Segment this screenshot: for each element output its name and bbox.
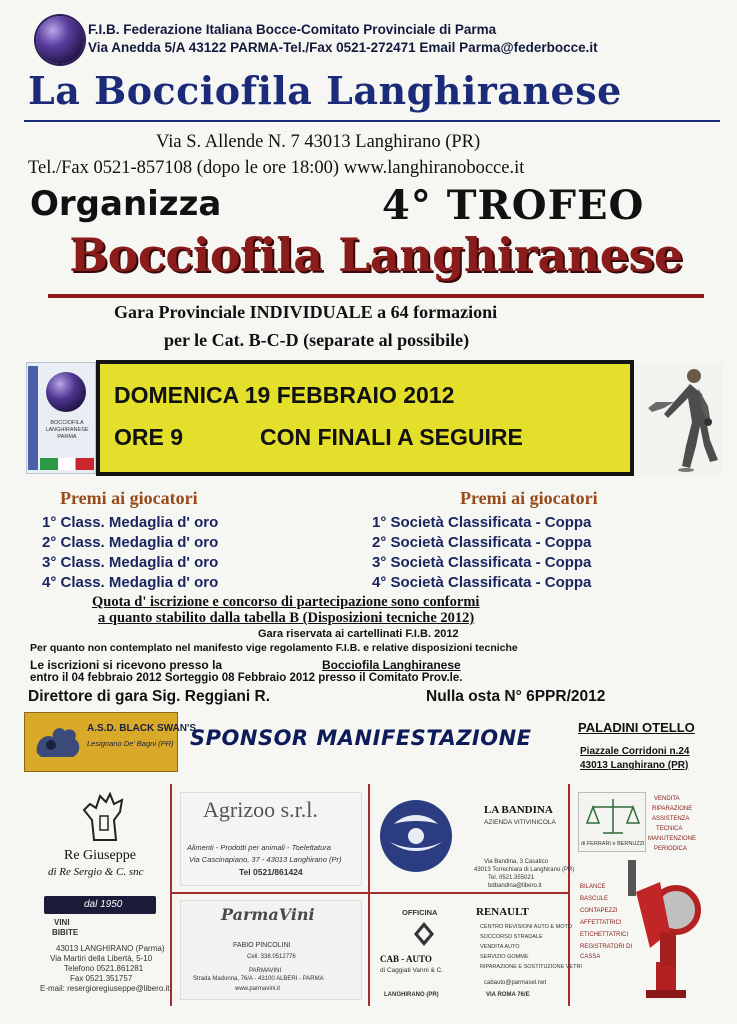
- fib-line-1: F.I.B. Federazione Italiana Bocce-Comitato Provinciale di Parma: [88, 22, 497, 37]
- fib-line-2: Via Anedda 5/A 43122 PARMA-Tel./Fax 0521-272471 Email Parma@federbocce.it: [88, 40, 598, 55]
- paladini-address-1: Piazzale Corridoni n.24: [580, 746, 690, 757]
- agrizoo-tel: Tel 0521/861424: [239, 867, 303, 877]
- agrizoo-address: Via Cascinapiano, 37 - 43013 Langhirano (Pr): [189, 855, 342, 864]
- prize-society-3: 3° Società Classificata - Coppa: [372, 554, 592, 571]
- black-swans-sub: Lesignano De' Bagni (PR): [87, 739, 174, 748]
- ferrari-item-7: CASSA: [580, 954, 601, 960]
- renault-city: LANGHIRANO (PR): [384, 992, 439, 998]
- quota-line-1: Quota d' iscrizione e concorso di partecipazione sono conformi: [92, 594, 480, 610]
- cab-auto-sub: di Caggiati Vanni & C.: [380, 967, 444, 974]
- black-swans-sponsor: [24, 712, 197, 772]
- la-bandina-sub: AZIENDA VITIVINICOLA: [484, 819, 556, 826]
- swan-icon: [31, 723, 85, 763]
- ferrari-service-1: VENDITA: [654, 796, 680, 802]
- officina-label: OFFICINA: [402, 908, 438, 917]
- prize-player-3: 3° Class. Medaglia d' oro: [42, 554, 219, 571]
- paladini-address-2: 43013 Langhirano (PR): [580, 760, 689, 771]
- entro-line: entro il 04 febbraio 2012 Sorteggio 08 Febbraio 2012 presso il Comitato Prov.le.: [30, 672, 463, 684]
- ferrari-bernuzzi-logo: [578, 792, 646, 852]
- re-giuseppe-addr-4: Fax 0521.351757: [70, 974, 133, 983]
- meat-slicer-illustration: [620, 852, 712, 1002]
- club-title: La Bocciofila Langhiranese: [28, 68, 622, 113]
- ferrari-bernuzzi-name: di FERRARI e BERNUZZI: [581, 841, 645, 847]
- ferrari-item-4: AFFETTATRICI: [580, 920, 622, 926]
- ferrari-item-3: CONTAPEZZI: [580, 908, 618, 914]
- ferrari-item-2: BASCULE: [580, 896, 609, 902]
- gara-line-1: Gara Provinciale INDIVIDUALE a 64 formazioni: [114, 302, 498, 322]
- regolamento-line: Per quanto non contemplato nel manifesto vige regolamento F.I.B. e relative disposizioni tecniche: [30, 642, 518, 654]
- organizza-label: Organizza: [30, 184, 222, 224]
- prize-society-1: 1° Società Classificata - Coppa: [372, 514, 592, 531]
- renault-service-1: CENTRO REVISIONI AUTO E MOTO: [480, 924, 573, 930]
- ferrari-item-1: BILANCE: [580, 884, 606, 890]
- re-giuseppe-name: Re Giuseppe: [64, 848, 136, 863]
- fib-bocce-logo: [36, 16, 84, 64]
- gara-line-2: per le Cat. B-C-D (separate al possibile): [164, 330, 470, 350]
- agrizoo-name: Agrizoo s.r.l.: [203, 797, 318, 822]
- riservata-line: Gara riservata ai cartellinati F.I.B. 2012: [258, 628, 459, 640]
- title-underline: [24, 120, 720, 122]
- re-giuseppe-ribbon: [44, 896, 156, 914]
- prize-society-2: 2° Società Classificata - Coppa: [372, 534, 592, 551]
- italian-flag-icon: [40, 458, 94, 470]
- prize-society-4: 4° Società Classificata - Coppa: [372, 574, 592, 591]
- sponsor-title: SPONSOR MANIFESTAZIONE: [190, 726, 532, 750]
- nulla-osta-line: Nulla osta N° 6PPR/2012: [426, 688, 606, 705]
- re-giuseppe-bibite: BIBITE: [52, 928, 79, 937]
- event-underline: [48, 294, 704, 298]
- grid-divider-2: [368, 784, 370, 1006]
- prizes-players-title: Premi ai giocatori: [60, 488, 198, 508]
- prize-player-2: 2° Class. Medaglia d' oro: [42, 534, 219, 551]
- ferrari-service-5: MANUTENZIONE: [648, 836, 696, 842]
- grid-divider-h: [170, 892, 568, 894]
- lion-crest-icon: [74, 790, 134, 846]
- direttore-line: Direttore di gara Sig. Reggiani R.: [28, 688, 271, 705]
- quota-line-2: a quanto stabilito dalla tabella B (Disposizioni tecniche 2012): [98, 610, 475, 626]
- parmavini-addr-2: PARMAVINI: [249, 968, 282, 974]
- parmavini-sponsor: [180, 900, 362, 1000]
- scale-icon: [579, 793, 647, 841]
- renault-name: RENAULT: [476, 906, 529, 918]
- renault-street: VIA ROMA 76/E: [486, 992, 530, 998]
- prize-player-1: 1° Class. Medaglia d' oro: [42, 514, 219, 531]
- ferrari-service-2: RIPARAZIONE: [652, 806, 693, 812]
- la-bandina-addr-2: 43013 Torrechiara di Langhirano (PR): [474, 867, 575, 873]
- parmavini-addr-1: Cell. 338.0512776: [247, 954, 296, 960]
- grid-divider-1: [170, 784, 172, 1006]
- re-giuseppe-addr-2: Via Martiri della Libertà, 5-10: [50, 954, 153, 963]
- cab-auto-name: CAB - AUTO: [380, 954, 432, 964]
- re-giuseppe-sub: di Re Sergio & C. snc: [48, 866, 144, 878]
- la-bandina-addr-4: bdbandina@libero.it: [488, 883, 542, 889]
- paladini-name: PALADINI OTELLO: [578, 720, 695, 735]
- club-contact: Tel./Fax 0521-857108 (dopo le ore 18:00) www.langhiranobocce.it: [28, 158, 525, 178]
- agrizoo-sponsor: [180, 792, 362, 886]
- flag-text: BOCCIOFILA LANGHIRANESE PARMA: [45, 420, 89, 440]
- renault-email: cabauto@parmasel.net: [484, 980, 547, 986]
- grid-divider-3: [568, 784, 570, 1006]
- parmavini-addr-3: Strada Madonna, 76/A - 43100 ALBERI - PARMA: [193, 976, 324, 982]
- ferrari-service-3: ASSISTENZA: [652, 816, 690, 822]
- iscrizioni-line: Le iscrizioni si ricevono presso la: [30, 658, 223, 672]
- re-giuseppe-year: dal 1950: [84, 899, 123, 910]
- parmavini-addr-4: www.parmavini.it: [235, 986, 281, 992]
- re-giuseppe-addr-3: Telefono 0521.861281: [64, 964, 144, 973]
- time-line: ORE 9: [114, 424, 184, 450]
- ferrari-item-6: REGISTRATORI DI: [580, 944, 633, 950]
- prize-player-4: 4° Class. Medaglia d' oro: [42, 574, 219, 591]
- la-bandina-addr-1: Via Bandina, 3 Casatico: [484, 859, 548, 865]
- ferrari-service-4: TECNICA: [656, 826, 683, 832]
- agrizoo-desc: Alimenti - Prodotti per animali - Toelettatura: [187, 843, 331, 852]
- flag-side-band: [28, 366, 38, 470]
- prizes-societies-title: Premi ai giocatori: [460, 488, 598, 508]
- renault-service-3: VENDITA AUTO: [480, 944, 520, 950]
- renault-service-2: SOCCORSO STRADALE: [480, 934, 543, 940]
- la-bandina-addr-3: Tel. 0521.355021: [488, 875, 535, 881]
- club-address: Via S. Allende N. 7 43013 Langhirano (PR): [156, 132, 481, 152]
- re-giuseppe-vini: VINI: [54, 918, 70, 927]
- bocce-ball-icon: [46, 372, 86, 412]
- date-banner: [96, 360, 634, 476]
- date-line: DOMENICA 19 FEBBRAIO 2012: [114, 382, 455, 408]
- ferrari-service-6: PERIODICA: [654, 846, 688, 852]
- la-bandina-name: LA BANDINA: [484, 804, 553, 816]
- bocce-player-illustration: [634, 362, 722, 476]
- ferrari-item-5: ETICHETTATRICI: [580, 932, 629, 938]
- finals-line: CON FINALI A SEGUIRE: [260, 424, 523, 450]
- re-giuseppe-addr-5: E-mail: resergioregiuseppe@libero.it: [40, 984, 170, 993]
- parmavini-name: ParmaVini: [221, 905, 315, 924]
- event-title: Bocciofila Langhiranese: [69, 228, 683, 282]
- la-bandina-logo-icon: [376, 796, 456, 876]
- trofeo-label: 4° TROFEO: [382, 182, 645, 229]
- renault-service-5: RIPARAZIONE E SOSTITUZIONE VETRI: [480, 964, 582, 970]
- black-swans-name: A.S.D. BLACK SWAN'S: [87, 723, 197, 734]
- renault-logo-icon: [412, 920, 436, 948]
- iscrizioni-club: Bocciofila Langhiranese: [322, 658, 461, 672]
- parmavini-contact: FABIO PINCOLINI: [233, 942, 291, 949]
- re-giuseppe-addr-1: 43013 LANGHIRANO (Parma): [56, 944, 165, 953]
- renault-service-4: SERVIZIO GOMME: [480, 954, 529, 960]
